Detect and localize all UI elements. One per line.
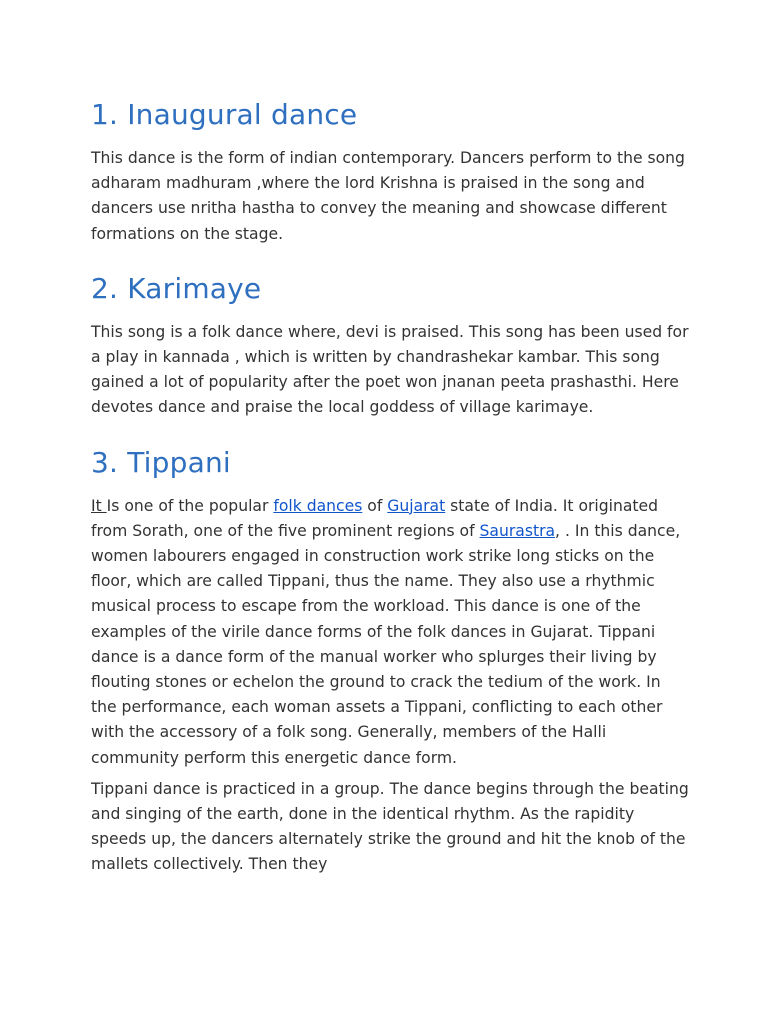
underlined-it: It [91,496,107,515]
link-saurastra[interactable]: Saurastra [479,521,556,540]
text-segment: state of India. It originated from Sorath, one of the five prominent regions of [91,496,659,540]
heading-tippani: 3. Tippani [91,445,231,479]
text-segment: Is one of the popular [106,496,274,515]
paragraph-karimaye: This song is a folk dance where, devi is praised. This song has been used for a play in kannada , which is written by chandrashekar kambar. This song gained a lot of popularity after the poet won jnanan peeta prashasthi. Here devotes dance and praise the local goddess of village karimaye. [91,322,689,417]
link-folk-dances[interactable]: folk dances [273,496,363,515]
paragraph-inaugural-dance: This dance is the form of indian contemporary. Dancers perform to the song adharam madhuram ,where the lord Krishna is praised in the song and dancers use nritha hastha to convey the meaning and showcase different formations on the stage. [91,149,685,243]
paragraph-tippani-2: Tippani dance is practiced in a group. The dance begins through the beating and singing of the earth, done in the identical rhythm. As the rapidity speeds up, the dancers alternately strike the ground and hit the knob of the mallets collectively. Then they [91,779,689,874]
text-segment: , . In this dance, women labourers engaged in construction work strike long sticks on the floor, which are called Tippani, thus the name. They also use a rhythmic musical process to escape from the workload. This dance is one of the examples of the virile dance forms of the folk dances in Gujarat. Tippani dance is a dance form of the manual worker who splurges their living by flouting stones or echelon the ground to crack the tedium of the work. In the performance, each woman assets a Tippani, conflicting to each other with the accessory of a folk song. Generally, members of the Halli community perform this energetic dance form. [91,521,681,767]
document-page [91,94,691,878]
heading-inaugural-dance: 1. Inaugural dance [91,98,358,131]
link-gujarat[interactable]: Gujarat [387,496,446,515]
heading-karimaye: 2. Karimaye [91,271,262,305]
text-segment: of [362,496,388,515]
paragraph-tippani-1 [91,494,691,771]
